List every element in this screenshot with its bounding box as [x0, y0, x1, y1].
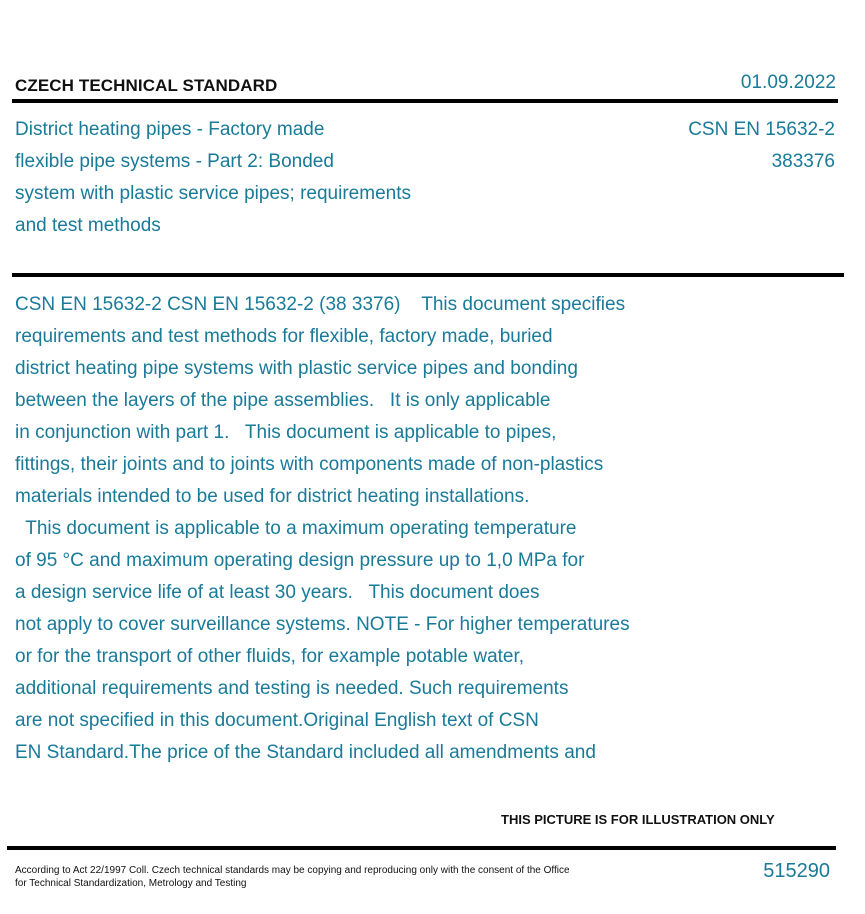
header-divider [12, 99, 838, 103]
abstract-line: between the layers of the pipe assemblies. It is only applicable [15, 390, 551, 411]
footer-divider [7, 846, 836, 850]
publication-date: 01.09.2022 [740, 72, 836, 93]
abstract-line: of 95 °C and maximum operating design pressure up to 1,0 MPa for [15, 550, 585, 571]
abstract-line: a design service life of at least 30 years. This document does [15, 582, 540, 603]
legal-notice [15, 864, 615, 890]
abstract-line: This document is applicable to a maximum operating temperature [15, 518, 577, 539]
abstract-line: or for the transport of other fluids, for example potable water, [15, 646, 525, 667]
abstract-line: district heating pipe systems with plastic service pipes and bonding [15, 358, 578, 379]
abstract-line: materials intended to be used for district heating installations. [15, 486, 530, 507]
illustration-disclaimer: THIS PICTURE IS FOR ILLUSTRATION ONLY [501, 812, 775, 827]
legal-line: for Technical Standardization, Metrology and Testing [15, 878, 247, 889]
standard-identifiers [688, 114, 835, 178]
abstract-line: not apply to cover surveillance systems. NOTE - For higher temperatures [15, 614, 630, 635]
legal-line: According to Act 22/1997 Coll. Czech technical standards may be copying and reproducing only with the consent of the Office [15, 865, 570, 876]
title-line: flexible pipe systems - Part 2: Bonded [15, 151, 334, 172]
abstract-line: CSN EN 15632-2 CSN EN 15632-2 (38 3376) This document specifies [15, 294, 626, 315]
abstract-line: fittings, their joints and to joints with components made of non-plastics [15, 454, 604, 475]
abstract-line: requirements and test methods for flexible, factory made, buried [15, 326, 553, 347]
catalog-number: 515290 [763, 860, 830, 882]
title-divider [12, 273, 844, 277]
abstract-line: additional requirements and testing is needed. Such requirements [15, 678, 569, 699]
abstract-line: EN Standard.The price of the Standard included all amendments and [15, 742, 596, 763]
document-title [15, 114, 485, 242]
title-line: District heating pipes - Factory made [15, 119, 325, 140]
standard-type-label: CZECH TECHNICAL STANDARD [15, 76, 278, 95]
class-number: 383376 [771, 151, 835, 172]
abstract-line: are not specified in this document.Original English text of CSN [15, 710, 539, 731]
standard-code: CSN EN 15632-2 [688, 119, 835, 140]
title-line: system with plastic service pipes; requirements [15, 183, 411, 204]
title-line: and test methods [15, 215, 161, 236]
abstract-text [15, 289, 735, 769]
abstract-line: in conjunction with part 1. This document is applicable to pipes, [15, 422, 557, 443]
